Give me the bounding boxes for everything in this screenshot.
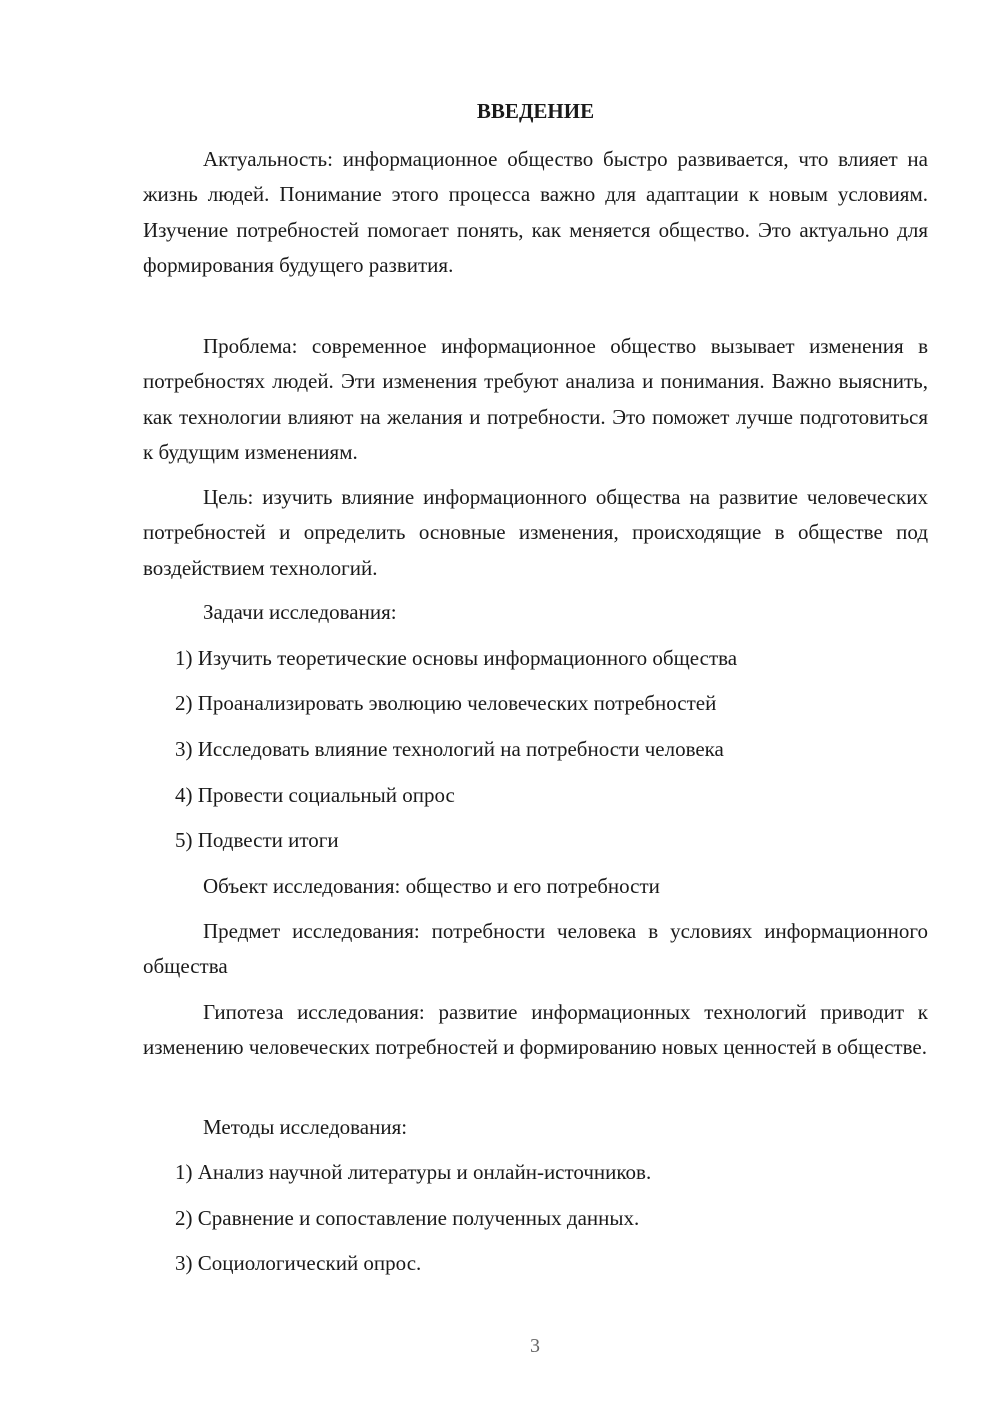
tasks-heading: Задачи исследования: bbox=[203, 600, 397, 624]
task-item-4: 4) Провести социальный опрос bbox=[175, 783, 455, 807]
method-item-2: 2) Сравнение и сопоставление полученных данных. bbox=[175, 1206, 640, 1230]
method-item-3: 3) Социологический опрос. bbox=[175, 1251, 422, 1275]
subject-paragraph: Предмет исследования: потребности человека в условиях информационного общества bbox=[143, 919, 928, 979]
goal-paragraph: Цель: изучить влияние информационного общества на развитие человеческих потребностей и определить основные изменения, происходящие в обществе под воздействием технологий. bbox=[143, 485, 928, 580]
page-number: 3 bbox=[530, 1335, 540, 1357]
task-item-3: 3) Исследовать влияние технологий на потребности человека bbox=[175, 737, 724, 761]
hypothesis-paragraph: Гипотеза исследования: развитие информационных технологий приводит к изменению человеческих потребностей и формированию новых ценностей в обществе. bbox=[143, 1000, 928, 1060]
problem-paragraph: Проблема: современное информационное общество вызывает изменения в потребностях людей. Эти изменения требуют анализа и понимания. Важно выяснить, как технологии влияют на желания и потребности. Это поможет лучше подготовиться к будущим изменениям. bbox=[143, 334, 928, 464]
relevance-paragraph: Актуальность: информационное общество быстро развивается, что влияет на жизнь людей. Понимание этого процесса важно для адаптации к новым условиям. Изучение потребностей помогает понять, как меняется общество. Это актуально для формирования будущего развития. bbox=[143, 147, 928, 277]
task-item-2: 2) Проанализировать эволюцию человеческих потребностей bbox=[175, 691, 717, 715]
object-paragraph: Объект исследования: общество и его потребности bbox=[203, 874, 660, 898]
task-item-5: 5) Подвести итоги bbox=[175, 828, 339, 852]
methods-heading: Методы исследования: bbox=[203, 1115, 408, 1139]
section-title: ВВЕДЕНИЕ bbox=[476, 99, 595, 123]
task-item-1: 1) Изучить теоретические основы информационного общества bbox=[175, 646, 738, 670]
method-item-1: 1) Анализ научной литературы и онлайн-источников. bbox=[175, 1160, 652, 1184]
